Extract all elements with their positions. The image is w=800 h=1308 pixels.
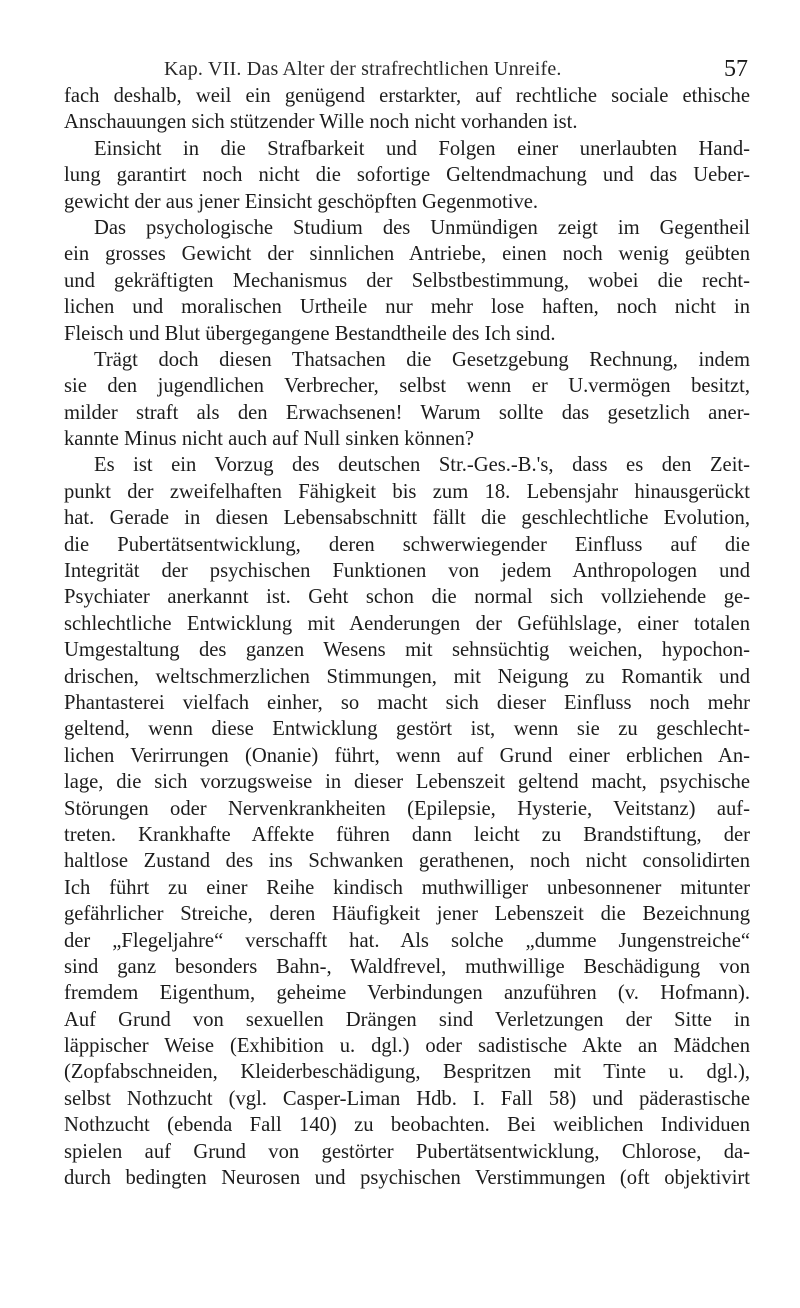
text-line: Integrität der psychischen Funktionen von jedem Anthropologen und xyxy=(64,560,750,583)
text-line: gewicht der aus jener Einsicht geschöpften Gegenmotive. xyxy=(64,190,539,213)
text-line: sind ganz besonders Bahn-, Waldfrevel, muthwillige Beschädigung von xyxy=(64,955,750,978)
text-line: geltend, wenn diese Entwicklung gestört ist, wenn sie zu geschlecht- xyxy=(64,718,750,741)
page-number: 57 xyxy=(724,56,748,82)
text-line: fach deshalb, weil ein genügend erstarkter, auf rechtliche sociale ethische xyxy=(64,85,750,107)
text-line: der „Flegeljahre“ verschafft hat. Als solche „dumme Jungenstreiche“ xyxy=(64,929,750,952)
text-line: gefährlicher Streiche, deren Häufigkeit jener Lebenszeit die Bezeichnung xyxy=(64,903,750,926)
text-line: Auf Grund von sexuellen Drängen sind Verletzungen der Sitte in xyxy=(64,1008,750,1031)
text-line: lage, die sich vorzugsweise in dieser Lebenszeit geltend macht, psychische xyxy=(64,771,750,794)
text-line: treten. Krankhafte Affekte führen dann leicht zu Brandstiftung, der xyxy=(64,823,750,846)
text-line: durch bedingten Neurosen und psychischen Verstimmungen (oft objektivirt xyxy=(64,1167,750,1190)
body-text xyxy=(64,83,750,1191)
text-line: (Zopfabschneiden, Kleiderbeschädigung, Bespritzen mit Tinte u. dgl.), xyxy=(64,1061,750,1084)
text-line: Es ist ein Vorzug des deutschen Str.-Ges.-B.'s, dass es den Zeit- xyxy=(94,454,750,477)
text-line: Nothzucht (ebenda Fall 140) zu beobachten. Bei weiblichen Individuen xyxy=(64,1114,750,1137)
text-line: Fleisch und Blut übergegangene Bestandtheile des Ich sind. xyxy=(64,322,556,345)
text-line: Anschauungen sich stützender Wille noch nicht vorhanden ist. xyxy=(64,111,578,134)
text-line: haltlose Zustand des ins Schwanken gerathenen, noch nicht consolidirten xyxy=(64,850,750,873)
text-line: milder straft als den Erwachsenen! Warum sollte das gesetzlich aner- xyxy=(64,401,750,424)
text-line: Umgestaltung des ganzen Wesens mit sehnsüchtig weichen, hypochon- xyxy=(64,639,750,662)
text-line: Störungen oder Nervenkrankheiten (Epilepsie, Hysterie, Veitstanz) auf- xyxy=(64,797,750,820)
text-line: Ich führt zu einer Reihe kindisch muthwilliger unbesonnener mitunter xyxy=(64,876,750,899)
text-line: läppischer Weise (Exhibition u. dgl.) oder sadistische Akte an Mädchen xyxy=(64,1035,750,1058)
text-line: die Pubertätsentwicklung, deren schwerwiegender Einfluss auf die xyxy=(64,533,750,556)
text-line: und gekräftigten Mechanismus der Selbstbestimmung, wobei die recht- xyxy=(64,269,750,292)
running-header xyxy=(60,58,748,84)
text-line: Psychiater anerkannt ist. Geht schon die normal sich vollziehende ge- xyxy=(64,586,750,609)
text-line: punkt der zweifelhaften Fähigkeit bis zum 18. Lebensjahr hinausgerückt xyxy=(64,480,750,503)
text-line: hat. Gerade in diesen Lebensabschnitt fällt die geschlechtliche Evolution, xyxy=(64,507,750,530)
text-line: Trägt doch diesen Thatsachen die Gesetzgebung Rechnung, indem xyxy=(94,348,750,371)
text-line: selbst Nothzucht (vgl. Casper-Liman Hdb. I. Fall 58) und päderastische xyxy=(64,1087,750,1110)
text-line: ein grosses Gewicht der sinnlichen Antriebe, einen noch wenig geübten xyxy=(64,243,750,266)
text-line: fremdem Eigenthum, geheime Verbindungen anzuführen (v. Hofmann). xyxy=(64,982,750,1005)
text-line: Phantasterei vielfach einher, so macht sich dieser Einfluss noch mehr xyxy=(64,691,750,714)
text-line: schlechtliche Entwicklung mit Aenderungen der Gefühlslage, einer totalen xyxy=(64,612,750,635)
text-line: lichen Verirrungen (Onanie) führt, wenn auf Grund einer erblichen An- xyxy=(64,744,750,767)
text-line: drischen, weltschmerzlichen Stimmungen, mit Neigung zu Romantik und xyxy=(64,665,750,688)
text-line: lichen und moralischen Urtheile nur mehr lose haften, noch nicht in xyxy=(64,296,750,319)
text-line: sie den jugendlichen Verbrecher, selbst wenn er U.vermögen besitzt, xyxy=(64,375,750,398)
text-line: kannte Minus nicht auch auf Null sinken können? xyxy=(64,428,475,451)
text-line: lung garantirt noch nicht die sofortige Geltendmachung und das Ueber- xyxy=(64,164,750,187)
text-line: spielen auf Grund von gestörter Pubertätsentwicklung, Chlorose, da- xyxy=(64,1140,750,1163)
running-title: Kap. VII. Das Alter der strafrechtlichen Unreife. xyxy=(164,58,562,80)
text-line: Das psychologische Studium des Unmündigen zeigt im Gegentheil xyxy=(94,216,750,239)
text-line: Einsicht in die Strafbarkeit und Folgen einer unerlaubten Hand- xyxy=(94,137,750,160)
